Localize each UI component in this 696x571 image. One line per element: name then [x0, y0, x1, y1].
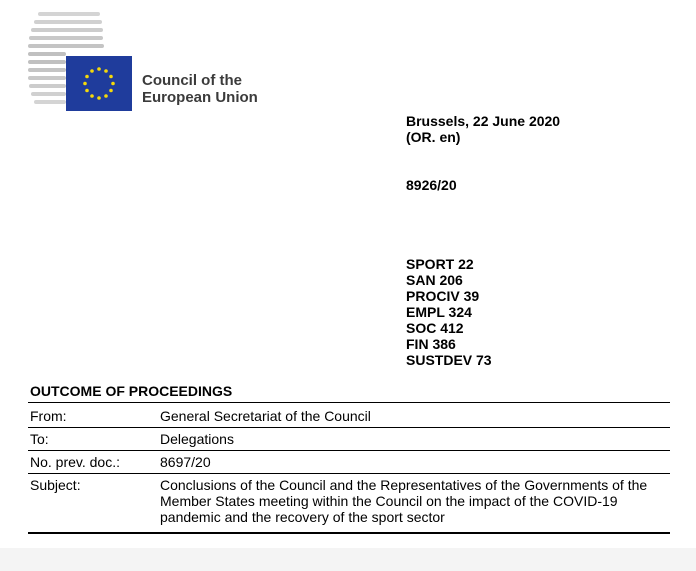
row-divider: [28, 427, 670, 428]
row-divider: [28, 473, 670, 474]
row-label: To:: [30, 431, 49, 447]
place-date: Brussels, 22 June 2020: [406, 113, 561, 129]
page-bottom-margin: [0, 548, 696, 571]
organization-name: [142, 72, 258, 106]
row-label: Subject:: [30, 477, 81, 493]
row-value: 8697/20: [160, 454, 211, 470]
row-divider: [28, 450, 670, 451]
original-language: (OR. en): [406, 129, 461, 145]
code-item: PROCIV 39: [406, 288, 480, 304]
org-name-line1: Council of the: [142, 72, 242, 89]
classification-codes: [406, 256, 492, 368]
code-item: SPORT 22: [406, 256, 474, 272]
row-label: From:: [30, 408, 67, 424]
row-value: Conclusions of the Council and the Representatives of the Governments of the Member States meeting within the Council on the impact of the COVID-19 pandemic and the recovery of the sport sector: [160, 477, 648, 525]
document-number: [406, 177, 457, 193]
code-item: FIN 386: [406, 336, 456, 352]
code-item: SAN 206: [406, 272, 463, 288]
code-item: SOC 412: [406, 320, 464, 336]
table-top-rule: [28, 402, 670, 403]
row-value: General Secretariat of the Council: [160, 408, 371, 424]
eu-flag-icon: [66, 56, 132, 111]
place-date-block: [406, 113, 560, 145]
council-logo: [28, 10, 268, 110]
outcome-title: OUTCOME OF PROCEEDINGS: [30, 383, 233, 399]
doc-number-text: 8926/20: [406, 177, 457, 193]
code-item: SUSTDEV 73: [406, 352, 492, 368]
table-bottom-rule: [28, 532, 670, 534]
row-label: No. prev. doc.:: [30, 454, 121, 470]
row-value: Delegations: [160, 431, 234, 447]
code-item: EMPL 324: [406, 304, 472, 320]
org-name-line2: European Union: [142, 89, 258, 106]
